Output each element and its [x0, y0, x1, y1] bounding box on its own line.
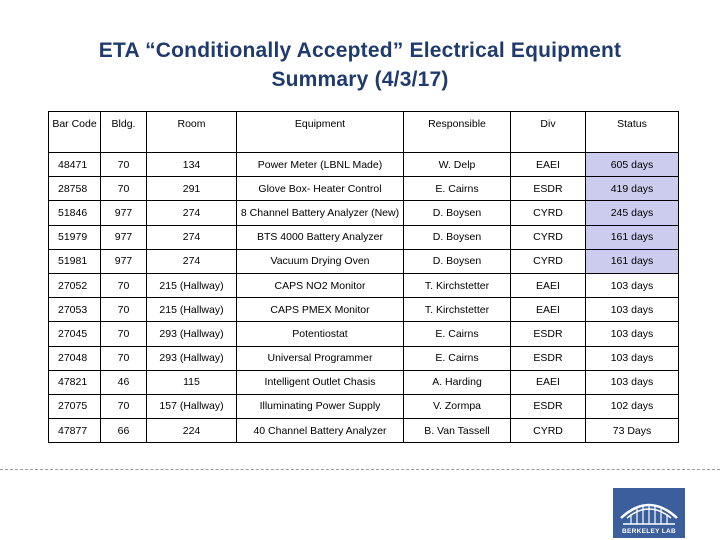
cell-equipment: Glove Box- Heater Control — [237, 177, 404, 201]
cell-bldg: 46 — [101, 370, 147, 394]
cell-responsible: B. Van Tassell — [404, 419, 511, 443]
cell-status: 161 days — [586, 249, 679, 273]
cell-bldg: 66 — [101, 419, 147, 443]
equipment-summary-table — [48, 111, 679, 443]
cell-status: 103 days — [586, 273, 679, 297]
cell-room: 274 — [147, 249, 237, 273]
header-equipment: Equipment — [237, 112, 404, 153]
cell-equipment: Illuminating Power Supply — [237, 394, 404, 418]
cell-div: EAEI — [511, 273, 586, 297]
table-row — [49, 298, 679, 322]
cell-bar-code: 47877 — [49, 419, 101, 443]
cell-equipment: Power Meter (LBNL Made) — [237, 153, 404, 177]
header-status: Status — [586, 112, 679, 153]
cell-div: ESDR — [511, 394, 586, 418]
cell-status: 103 days — [586, 322, 679, 346]
table-row — [49, 370, 679, 394]
cell-responsible: E. Cairns — [404, 346, 511, 370]
cell-div: CYRD — [511, 419, 586, 443]
cell-bldg: 70 — [101, 346, 147, 370]
cell-room: 215 (Hallway) — [147, 298, 237, 322]
cell-bldg: 70 — [101, 153, 147, 177]
cell-equipment: 8 Channel Battery Analyzer (New) — [237, 201, 404, 225]
cell-equipment: BTS 4000 Battery Analyzer — [237, 225, 404, 249]
cell-bar-code: 27048 — [49, 346, 101, 370]
cell-div: EAEI — [511, 370, 586, 394]
cell-room: 274 — [147, 201, 237, 225]
cell-status: 73 Days — [586, 419, 679, 443]
cell-room: 293 (Hallway) — [147, 322, 237, 346]
cell-bldg: 70 — [101, 394, 147, 418]
cell-div: CYRD — [511, 249, 586, 273]
cell-equipment: Intelligent Outlet Chasis — [237, 370, 404, 394]
cell-responsible: T. Kirchstetter — [404, 273, 511, 297]
cell-responsible: D. Boysen — [404, 201, 511, 225]
cell-bar-code: 51981 — [49, 249, 101, 273]
cell-responsible: E. Cairns — [404, 322, 511, 346]
table-row — [49, 273, 679, 297]
table-row — [49, 177, 679, 201]
berkeley-lab-logo — [613, 488, 685, 538]
cell-status: 103 days — [586, 346, 679, 370]
cell-room: 115 — [147, 370, 237, 394]
table-row — [49, 201, 679, 225]
cell-status: 103 days — [586, 370, 679, 394]
cell-bldg: 70 — [101, 298, 147, 322]
table-header-row — [49, 112, 679, 153]
cell-bar-code: 27075 — [49, 394, 101, 418]
cell-status: 161 days — [586, 225, 679, 249]
cell-responsible: D. Boysen — [404, 225, 511, 249]
cell-bldg: 977 — [101, 201, 147, 225]
cell-div: ESDR — [511, 322, 586, 346]
cell-status: 102 days — [586, 394, 679, 418]
cell-responsible: D. Boysen — [404, 249, 511, 273]
cell-bar-code: 27053 — [49, 298, 101, 322]
slide-title — [0, 36, 720, 94]
cell-status: 419 days — [586, 177, 679, 201]
cell-bar-code: 51979 — [49, 225, 101, 249]
header-div: Div — [511, 112, 586, 153]
cell-room: 291 — [147, 177, 237, 201]
table-body — [49, 153, 679, 443]
header-room: Room — [147, 112, 237, 153]
cell-div: EAEI — [511, 298, 586, 322]
cell-room: 293 (Hallway) — [147, 346, 237, 370]
cell-status: 103 days — [586, 298, 679, 322]
cell-bar-code: 27045 — [49, 322, 101, 346]
slide-title-line-2: Summary (4/3/17) — [271, 68, 449, 91]
table-row — [49, 346, 679, 370]
cell-status: 245 days — [586, 201, 679, 225]
header-bar-code: Bar Code — [49, 112, 101, 153]
cell-bldg: 977 — [101, 225, 147, 249]
cell-equipment: 40 Channel Battery Analyzer — [237, 419, 404, 443]
header-bldg: Bldg. — [101, 112, 147, 153]
cell-div: ESDR — [511, 177, 586, 201]
cell-equipment: Universal Programmer — [237, 346, 404, 370]
table-row — [49, 249, 679, 273]
cell-bar-code: 48471 — [49, 153, 101, 177]
table-row — [49, 225, 679, 249]
cell-div: CYRD — [511, 201, 586, 225]
cell-bldg: 70 — [101, 177, 147, 201]
cell-room: 274 — [147, 225, 237, 249]
cell-room: 134 — [147, 153, 237, 177]
berkeley-lab-building-icon — [613, 488, 685, 528]
cell-responsible: E. Cairns — [404, 177, 511, 201]
cell-equipment: CAPS NO2 Monitor — [237, 273, 404, 297]
cell-bar-code: 28758 — [49, 177, 101, 201]
table-row — [49, 394, 679, 418]
cell-responsible: A. Harding — [404, 370, 511, 394]
cell-div: CYRD — [511, 225, 586, 249]
cell-responsible: T. Kirchstetter — [404, 298, 511, 322]
cell-bldg: 70 — [101, 273, 147, 297]
cell-status: 605 days — [586, 153, 679, 177]
header-responsible: Responsible — [404, 112, 511, 153]
logo-text: BERKELEY LAB — [621, 528, 677, 535]
cell-bldg: 70 — [101, 322, 147, 346]
cell-room: 157 (Hallway) — [147, 394, 237, 418]
slide-title-line-1: ETA “Conditionally Accepted” Electrical Equipment — [98, 39, 622, 62]
table-row — [49, 419, 679, 443]
footer-divider — [0, 469, 720, 470]
cell-bar-code: 47821 — [49, 370, 101, 394]
cell-room: 224 — [147, 419, 237, 443]
cell-equipment: CAPS PMEX Monitor — [237, 298, 404, 322]
cell-room: 215 (Hallway) — [147, 273, 237, 297]
cell-div: ESDR — [511, 346, 586, 370]
cell-equipment: Vacuum Drying Oven — [237, 249, 404, 273]
cell-equipment: Potentiostat — [237, 322, 404, 346]
table-row — [49, 322, 679, 346]
cell-bar-code: 51846 — [49, 201, 101, 225]
cell-bldg: 977 — [101, 249, 147, 273]
table-row — [49, 153, 679, 177]
cell-responsible: V. Zormpa — [404, 394, 511, 418]
cell-bar-code: 27052 — [49, 273, 101, 297]
cell-responsible: W. Delp — [404, 153, 511, 177]
cell-div: EAEI — [511, 153, 586, 177]
